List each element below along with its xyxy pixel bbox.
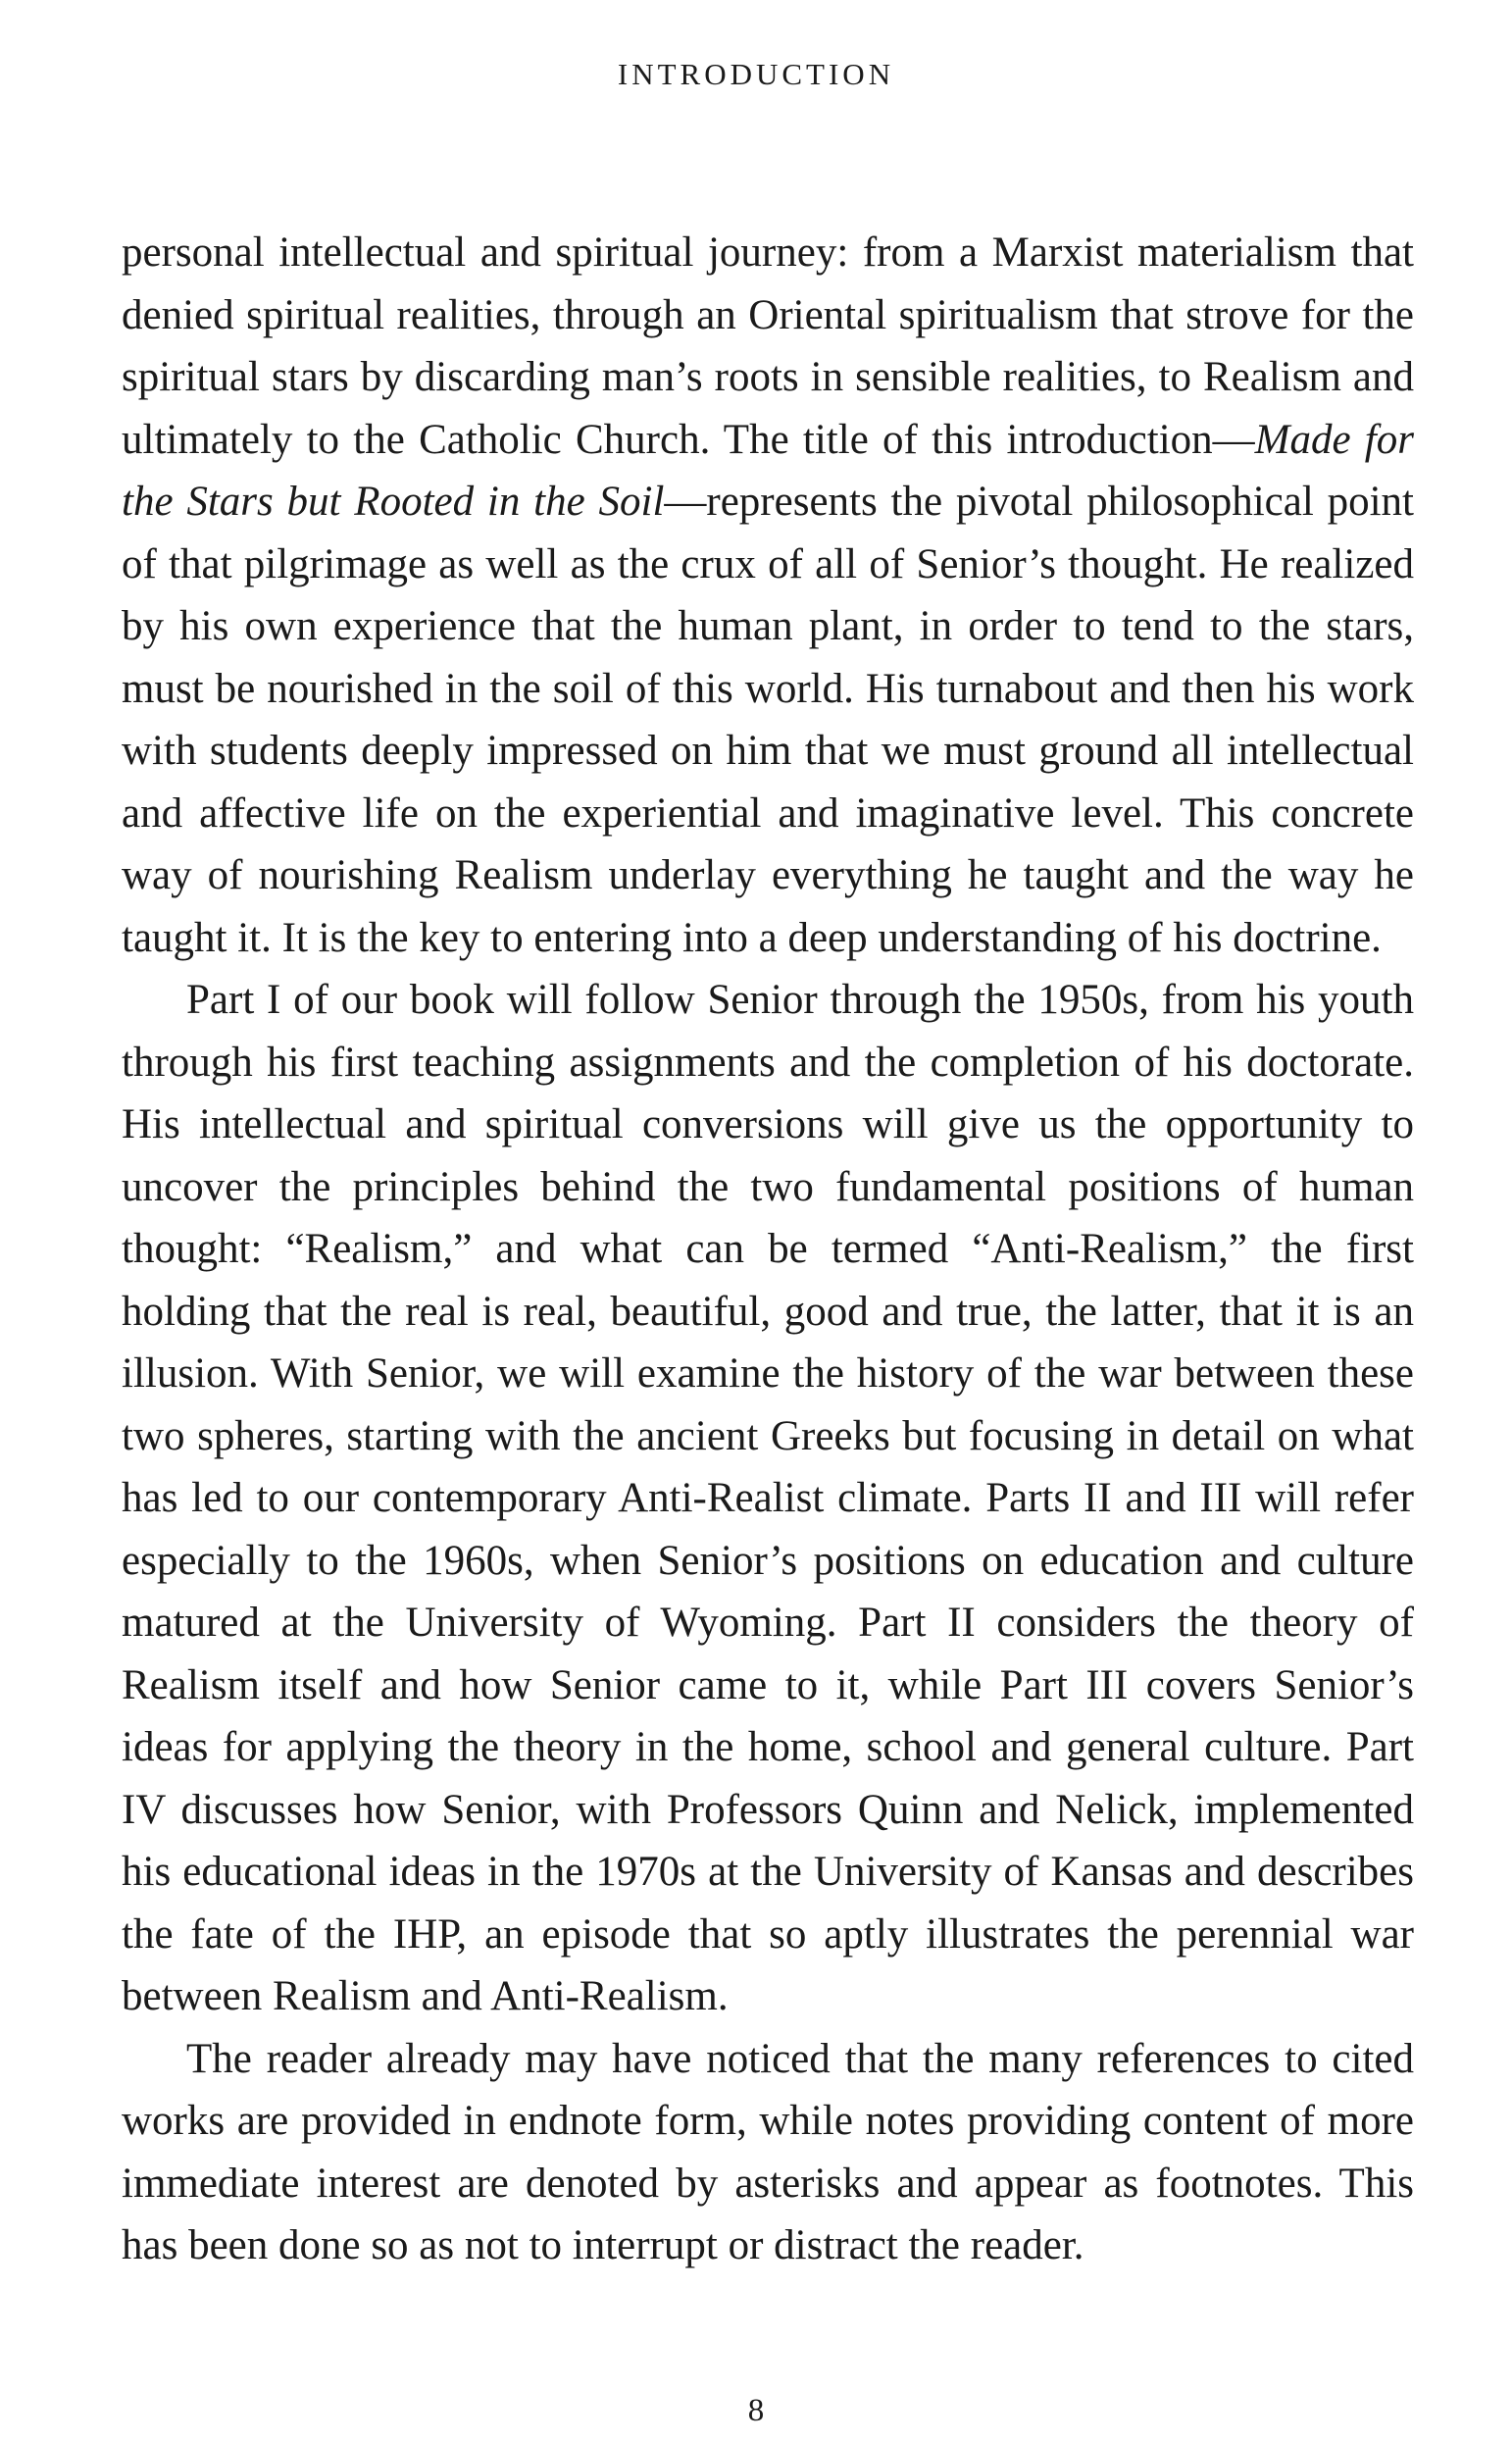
paragraph-1 (122, 222, 1414, 969)
paragraph-1-text-b: —represents the pivotal philosophical point of that pilgrimage as well as the crux of all of Senior’s thought. He realized by his own experience that the human plant, in order to tend to the stars, must be nourished in the soil of this world. His turnabout and then his work with students deeply impressed on him that we must ground all intellectual and affective life on the experiential and imaginative level. This concrete way of nourishing Realism underlay everything he taught and the way he taught it. It is the key to entering into a deep understanding of his doctrine. (122, 479, 1414, 961)
paragraph-3: The reader already may have noticed that the many references to cited works are provided in endnote form, while notes providing content of more immediate interest are denoted by asterisks and appear as footnotes. This has been done so as not to interrupt or distract the reader. (122, 2035, 1414, 2268)
running-head: INTRODUCTION (617, 57, 895, 91)
page-number: 8 (747, 2393, 765, 2428)
introduction-title: Made for the Stars but Rooted in the Soil (122, 416, 1414, 525)
body-text (122, 222, 1414, 2277)
paragraph-2: Part I of our book will follow Senior through the 1950s, from his youth through his first teaching assignments and the completion of his doctorate. His intellectual and spiritual conversions will give us the opportunity to uncover the principles behind the two fundamental positions of human thought: “Realism,” and what can be termed “Anti-Realism,” the first holding that the real is real, beautiful, good and true, the latter, that it is an illusion. With Senior, we will examine the history of the war between these two spheres, starting with the ancient Greeks but focusing in detail on what has led to our contemporary Anti-Realist climate. Parts II and III will refer especially to the 1960s, when Senior’s positions on education and culture matured at the University of Wyoming. Part II considers the theory of Realism itself and how Senior came to it, while Part III covers Senior’s ideas for applying the theory in the home, school and general culture. Part IV discusses how Senior, with Professors Quinn and Nelick, implemented his educational ideas in the 1970s at the University of Kansas and describes the fate of the IHP, an episode that so aptly illustrates the perennial war between Realism and Anti-Realism. (122, 977, 1414, 2019)
paragraph-1-text-a: personal intellectual and spiritual journey: from a Marxist materialism that denied spiritual realities, through an Oriental spiritualism that strove for the spiritual stars by discarding man’s roots in sensible realities, to Realism and ultimately to the Catholic Church. The title of this introduction— (122, 229, 1414, 463)
